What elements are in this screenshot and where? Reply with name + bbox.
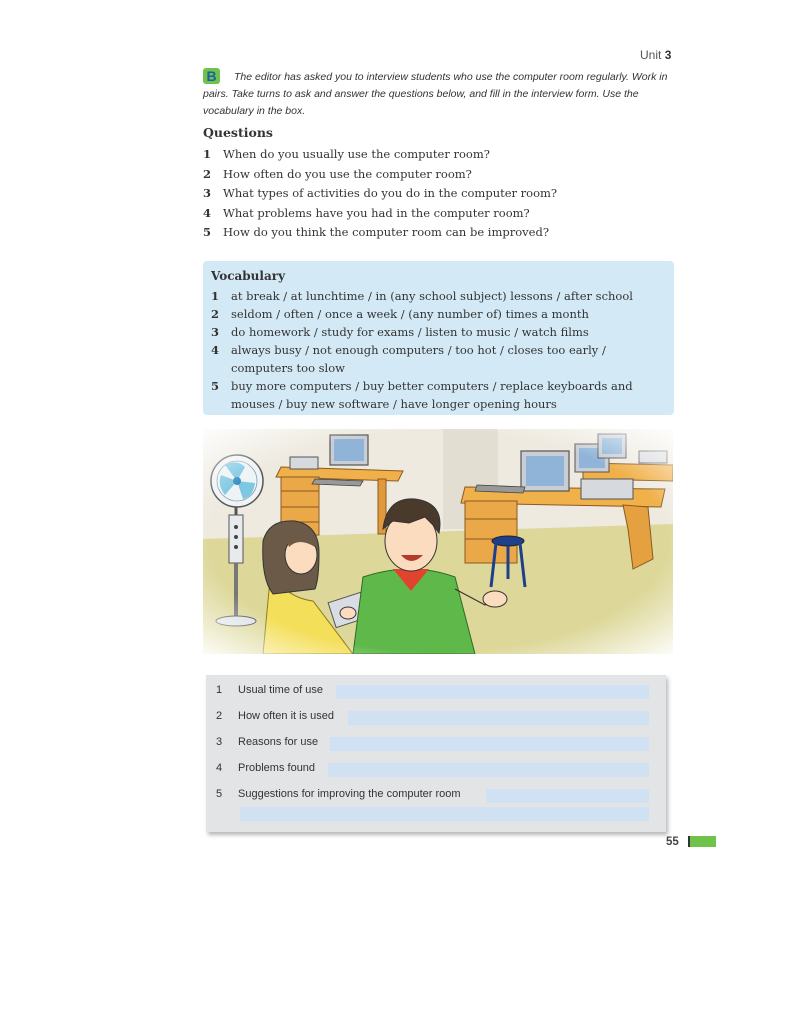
page-tab-marker <box>688 836 716 847</box>
vocabulary-item: 5 buy more computers / buy better computers / replace keyboards and mouses / buy new software / have longer opening hours <box>211 379 633 411</box>
vocabulary-item: 4 always busy / not enough computers / too hot / closes too early / computers too slow <box>211 343 606 375</box>
form-row-label: Problems found <box>238 762 316 774</box>
vocabulary-item: 2 seldom / often / once a week / (any number of) times a month <box>211 307 589 321</box>
questions-list <box>203 145 673 243</box>
vocabulary-box <box>203 261 674 415</box>
form-row-label: Suggestions for improving the computer room <box>238 788 461 800</box>
vocabulary-title: Vocabulary <box>211 269 286 283</box>
vocabulary-item: 3 do homework / study for exams / listen to music / watch films <box>211 325 589 339</box>
unit-label: Unit 3 <box>640 48 672 62</box>
answer-field-usual-time[interactable] <box>336 685 649 699</box>
form-row: 2 How often it is used <box>216 710 334 722</box>
question-item: 5 How do you think the computer room can be improved? <box>203 225 549 239</box>
answer-field-frequency[interactable] <box>348 711 649 725</box>
computer-room-illustration <box>203 429 673 654</box>
answer-field-suggestions[interactable] <box>486 789 649 803</box>
vocabulary-item: 1 at break / at lunchtime / in (any school subject) lessons / after school <box>211 289 633 303</box>
unit-number: 3 <box>664 48 672 62</box>
instruction-text: The editor has asked you to interview students who use the computer room regularly. Work in pairs. Take turns to ask and answer the questions below, and fill in the interview form. Use the vocabulary in the box. <box>203 71 668 117</box>
form-row: 5 Suggestions for improving the computer room <box>216 788 461 800</box>
activity-instruction <box>203 68 678 120</box>
question-item: 2 How often do you use the computer room? <box>203 166 472 181</box>
activity-letter-badge: B <box>203 68 220 84</box>
interview-form <box>206 675 666 832</box>
form-row-label: How often it is used <box>238 710 334 722</box>
question-item: 4 What problems have you had in the computer room? <box>203 205 530 220</box>
form-row: 1 Usual time of use <box>216 684 323 696</box>
answer-field-problems[interactable] <box>328 763 649 777</box>
soft-vignette <box>203 429 673 654</box>
vocabulary-list <box>211 287 666 413</box>
answer-field-reasons[interactable] <box>330 737 649 751</box>
question-item: 1 When do you usually use the computer room? <box>203 147 490 161</box>
form-row: 3 Reasons for use <box>216 736 319 748</box>
form-row: 4 Problems found <box>216 762 316 774</box>
form-row-label: Reasons for use <box>238 736 319 748</box>
page-number: 55 <box>666 836 679 848</box>
form-row-label: Usual time of use <box>238 684 323 696</box>
question-item: 3 What types of activities do you do in the computer room? <box>203 186 558 200</box>
answer-field-suggestions-line2[interactable] <box>240 807 649 821</box>
questions-title: Questions <box>203 125 273 140</box>
